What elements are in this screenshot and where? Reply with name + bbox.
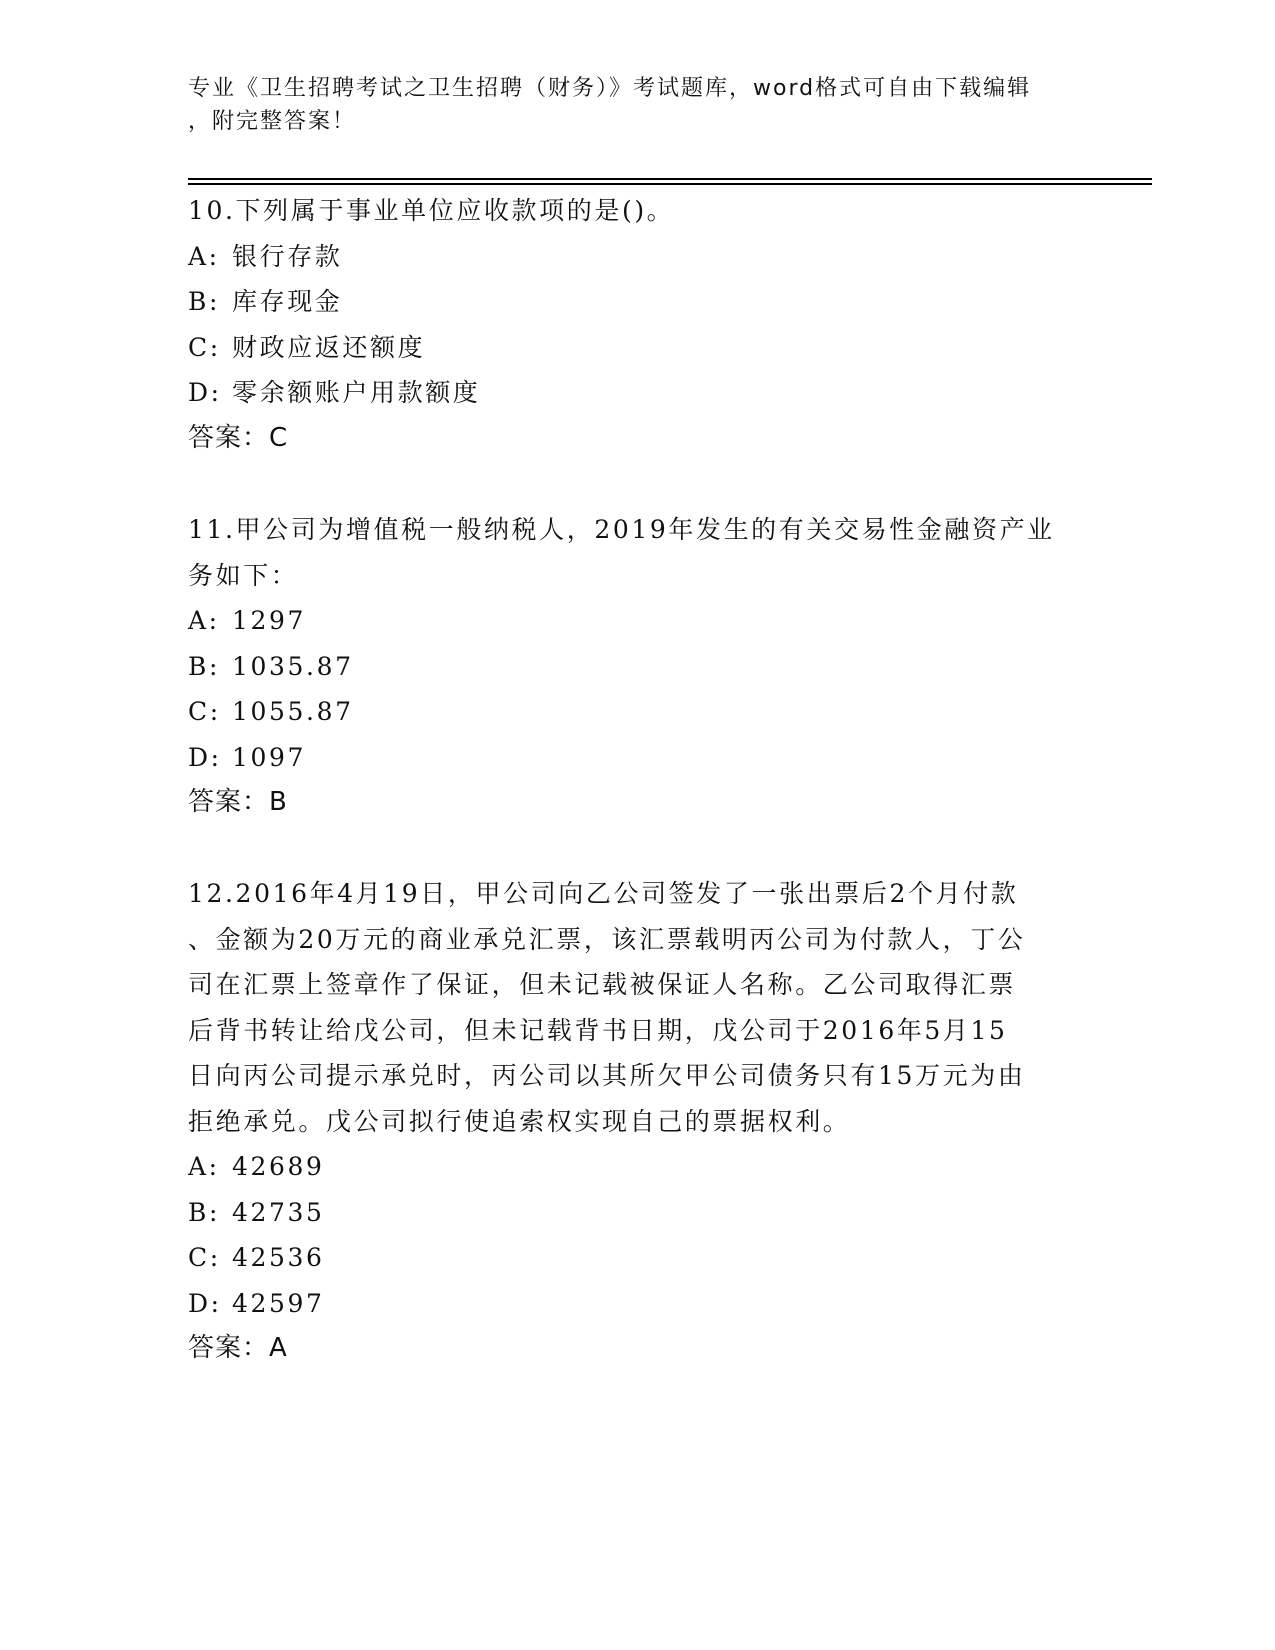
answer-line: 答案：B xyxy=(188,787,288,817)
question-stem xyxy=(188,871,1088,1144)
option-text: 1297 xyxy=(232,606,307,635)
question-10 xyxy=(188,188,1088,461)
option-text: 1055.87 xyxy=(232,697,354,726)
option-letter: A: xyxy=(188,606,220,635)
question-stem-line: 务如下： xyxy=(188,560,299,590)
option-text: 1097 xyxy=(232,742,307,772)
option-d xyxy=(188,370,1088,416)
option-d xyxy=(188,1281,1088,1327)
option-text: 零余额账户用款额度 xyxy=(232,378,481,407)
question-stem-line: 11.甲公司为增值税一般纳税人，2019年发生的有关交易性金融资产业 xyxy=(188,515,1055,544)
option-letter: A: xyxy=(188,1152,220,1181)
question-stem-line: 10.下列属于事业单位应收款项的是()。 xyxy=(188,196,675,225)
question-stem-line: 、金额为20万元的商业承兑汇票，该汇票载明丙公司为付款人，丁公 xyxy=(188,924,1026,954)
option-text: 银行存款 xyxy=(232,241,343,271)
option-letter: C: xyxy=(188,1243,221,1272)
option-letter: B: xyxy=(188,287,220,316)
option-d xyxy=(188,735,1088,781)
option-text: 财政应返还额度 xyxy=(232,332,426,362)
option-c xyxy=(188,325,1088,371)
answer-line: 答案：C xyxy=(188,422,289,453)
header-line-2: ，附完整答案！ xyxy=(188,109,357,134)
option-c xyxy=(188,1235,1088,1281)
option-b xyxy=(188,279,1088,325)
question-stem xyxy=(188,188,1088,234)
option-text: 42735 xyxy=(232,1197,325,1227)
document-header xyxy=(188,72,1068,138)
option-text: 42597 xyxy=(232,1288,325,1318)
option-letter: C: xyxy=(188,332,221,362)
question-stem-line: 日向丙公司提示承兑时，丙公司以其所欠甲公司债务只有15万元为由 xyxy=(188,1061,1026,1090)
question-stem-line: 后背书转让给戊公司，但未记载背书日期，戊公司于2016年5月15 xyxy=(188,1015,1008,1045)
option-letter: B: xyxy=(188,651,220,681)
option-text: 42536 xyxy=(232,1243,325,1272)
header-divider-top xyxy=(188,178,1152,180)
option-a xyxy=(188,1144,1088,1190)
option-text: 1035.87 xyxy=(232,651,354,681)
option-text: 库存现金 xyxy=(232,287,343,316)
question-stem-line: 拒绝承兑。戊公司拟行使追索权实现自己的票据权利。 xyxy=(188,1106,851,1136)
option-letter: D: xyxy=(188,742,222,772)
question-stem-line: 12.2016年4月19日，甲公司向乙公司签发了一张出票后2个月付款 xyxy=(188,879,1019,908)
option-c xyxy=(188,689,1088,735)
option-letter: D: xyxy=(188,378,222,407)
option-text: 42689 xyxy=(232,1152,325,1181)
option-letter: D: xyxy=(188,1288,222,1318)
question-stem xyxy=(188,507,1088,598)
question-11 xyxy=(188,507,1088,826)
option-b xyxy=(188,644,1088,690)
option-b xyxy=(188,1190,1088,1236)
option-letter: C: xyxy=(188,697,221,726)
header-divider-bottom xyxy=(188,183,1152,185)
option-letter: B: xyxy=(188,1197,220,1227)
question-stem-line: 司在汇票上签章作了保证，但未记载被保证人名称。乙公司取得汇票 xyxy=(188,970,1017,999)
option-letter: A: xyxy=(188,241,220,271)
option-a xyxy=(188,598,1088,644)
header-line-1: 专业《卫生招聘考试之卫生招聘（财务）》考试题库，word格式可自由下载编辑 xyxy=(188,76,1032,101)
question-12 xyxy=(188,871,1088,1372)
option-a xyxy=(188,234,1088,280)
answer-line: 答案：A xyxy=(188,1333,288,1363)
